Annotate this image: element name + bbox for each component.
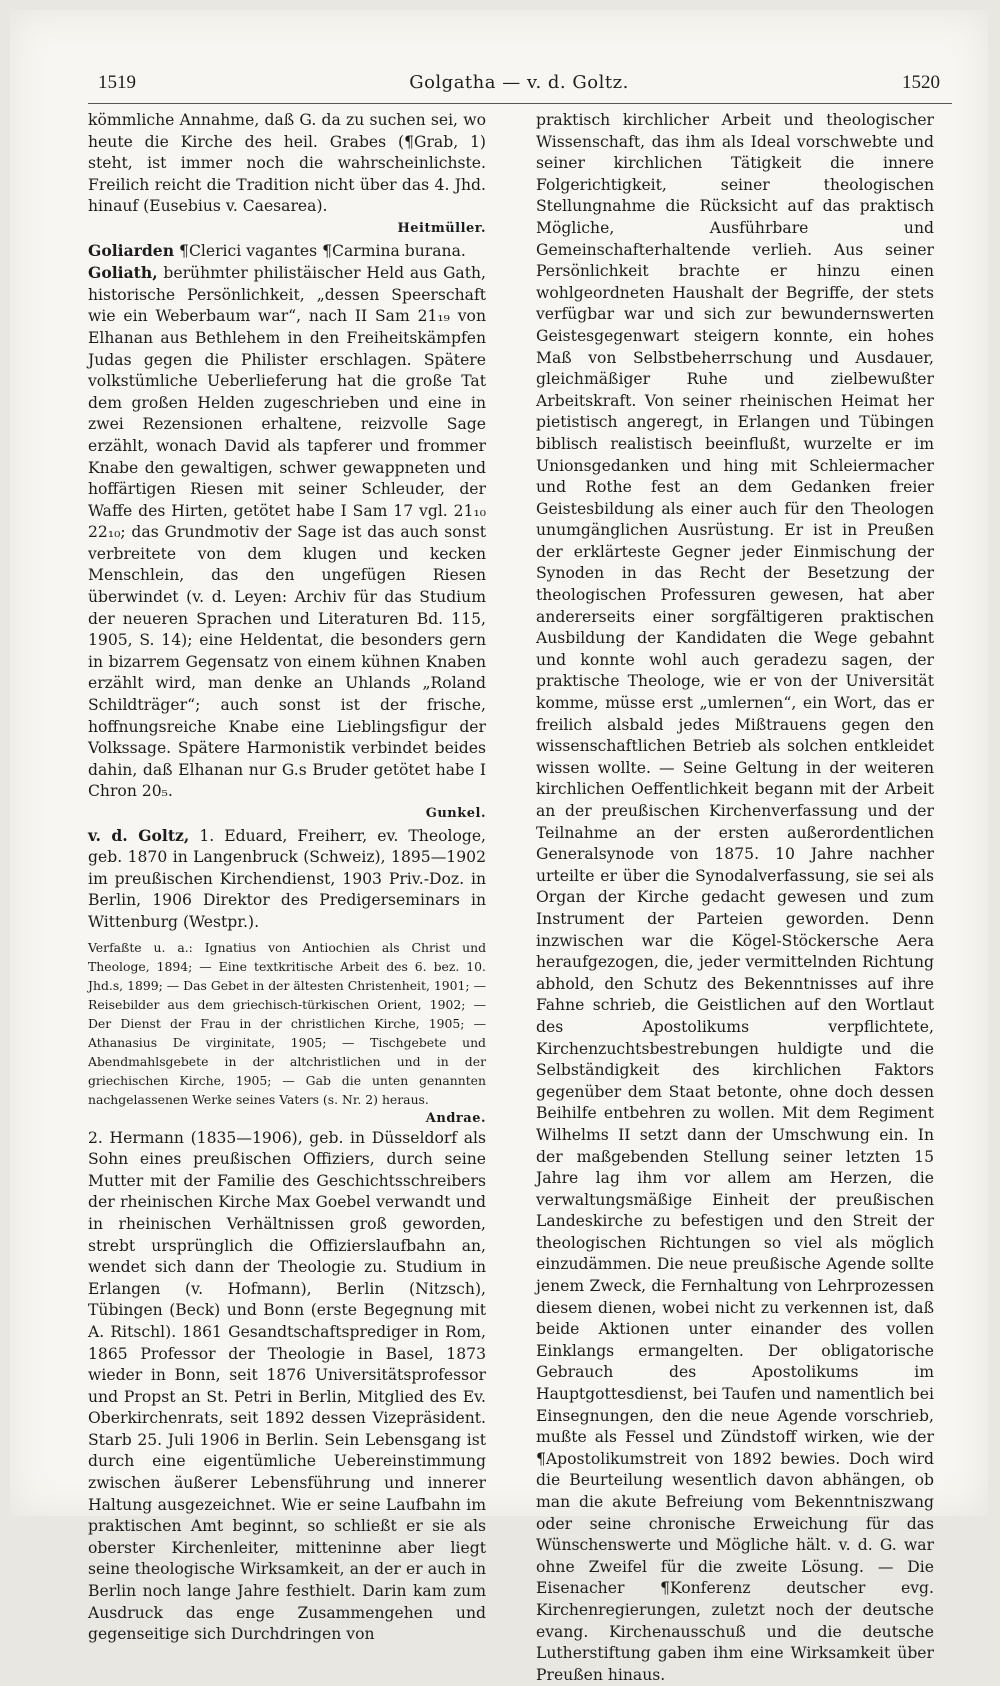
- running-title: Golgatha — v. d. Goltz.: [409, 72, 629, 93]
- left-column: [88, 110, 486, 1646]
- page-number-left: 1519: [98, 72, 136, 93]
- lemma-goltz: v. d. Goltz,: [88, 825, 190, 845]
- hermann-text: 2. Hermann (1835—1906), geb. in Düsseldorf als Sohn eines preußischen Offiziers, durch seine Mutter mit der Familie des Geschichtsschreibers der rheinischen Kirche Max Goebel verwandt und in rheinischen Verhältnissen groß geworden, strebt ursprünglich die Offizierslaufbahn an, wendet sich dann der Theologie zu. Studium in Erlangen (v. Hofmann), Berlin (Nitzsch), Tübingen (Beck) und Bonn (erste Begegnung mit A. Ritschl). 1861 Gesandtschaftsprediger in Rom, 1865 Professor der Theologie in Basel, 1873 wieder in Bonn, seit 1876 Universitätsprofessor und Propst an St. Petri in Berlin, Mitglied des Ev. Oberkirchenrats, seit 1892 dessen Vizepräsident. Starb 25. Juli 1906 in Berlin. Sein Lebensgang ist durch eine eigentümliche Uebereinstimmung zwischen äußerer Lebensführung und innerer Haltung ausgezeichnet. Wie er seine Laufbahn im praktischen Amt beginnt, so schließt er sie als oberster Kirchenleiter, mitteninne aber liegt seine theologische Wirksamkeit, an der er auch in Berlin noch lange Jahre festhielt. Darin kam zum Ausdruck das enge Zusammengehen und gegenseitige sich Durchdringen von: [88, 1128, 486, 1644]
- golgatha-text: kömmliche Annahme, daß G. da zu suchen sei, wo heute die Kirche des heil. Grabes (¶Grab, 1) steht, ist immer noch die wahrscheinlichste. Freilich reicht die Tradition nicht über das 4. Jhd. hinauf (Eusebius v. Caesarea).: [88, 111, 486, 216]
- entry-goliath: [88, 262, 486, 824]
- page-number-right: 1520: [902, 72, 940, 93]
- author-signature: Gunkel.: [425, 806, 486, 821]
- goliarden-text: ¶Clerici vagantes ¶Carmina burana.: [174, 241, 466, 260]
- goliath-text: berühmter philistäischer Held aus Gath, historische Persönlichkeit, „dessen Speerschaft wie ein Weberbaum war“, nach II Sam 21₁₉ von Elhanan aus Bethlehem in den Freiheitskämpfen Judas gegen die Philister erschlagen. Spätere volkstümliche Ueberlieferung hat die große Tat dem großen Helden zugeschrieben und eine in zwei Rezensionen erhaltene, reizvolle Sage erzählt, wonach David als tapferer und frommer Knabe den gewaltigen, schwer gewappneten und hoffärtigen Riesen mit seiner Schleuder, der Waffe des Hirten, getötet habe I Sam 17 vgl. 21₁₀ 22₁₀; das Grundmotiv der Sage ist das auch sonst verbreitete von dem klugen und kecken Menschlein, das den ungefügen Riesen überwindet (v. d. Leyen: Archiv für das Studium der neueren Sprachen und Literaturen Bd. 115, 1905, S. 14); eine Heldentat, die besonders gern in bizarrem Gegensatz von einem kühnen Knaben erzählt wird, man denke an Uhlands „Roland Schildträger“; auch sonst ist der frische, hoffnungsreiche Knabe eine Lieblingsfigur der Volkssage. Spätere Harmonistik verbindet beides dahin, daß Elhanan nur G.s Bruder getötet habe I Chron 20₅.: [88, 264, 486, 801]
- entry-hermann: [88, 1128, 486, 1646]
- right-column: [536, 110, 934, 1686]
- golgatha-continuation: [88, 110, 486, 240]
- entry-goliarden: [88, 240, 486, 263]
- lemma-goliarden: Goliarden: [88, 240, 175, 260]
- goltz-works: [88, 938, 486, 1128]
- goltz-works-text: Verfaßte u. a.: Ignatius von Antiochien als Christ und Theologe, 1894; — Eine textkritische Arbeit des 6. bez. 10. Jhd.s, 1899; — Das Gebet in der ältesten Christenheit, 1901; — Reisebilder aus dem griechisch-türkischen Orient, 1902; — Der Dienst der Frau in der christlichen Kirche, 1905; — Athanasius De virginitate, 1905; — Tischgebete und Abendmahlsgebete in der altchristlichen und in der griechischen Kirche, 1905; — Gab die unten genannten nachgelassenen Werke seines Vaters (s. Nr. 2) heraus.: [88, 939, 486, 1107]
- author-signature: Heitmüller.: [397, 220, 486, 236]
- hermann-continuation-text: praktisch kirchlicher Arbeit und theologischer Wissenschaft, das ihm als Ideal vorschwebte und seiner kirchlichen Tätigkeit die innere Folgerichtigkeit, seiner theologischen Stellungnahme die Rücksicht auf das praktisch Mögliche, Ausführbare und Gemeinschafterhaltende verlieh. Aus seiner Persönlichkeit brachte er hinzu einen wohlgeordneten Haushalt der Begriffe, der stets verfügbar war und sich zur bewundernswerten Geistesgegenwart steigern konnte, ein hohes Maß von Selbstbeherrschung und Ausdauer, gleichmäßiger Ruhe und zielbewußter Arbeitskraft. Von seiner rheinischen Heimat her pietistisch angeregt, in Erlangen und Tübingen biblisch realistisch beeinflußt, wurzelte er im Unionsgedanken und hing mit Schleiermacher und Rothe fest an dem Gedanken freier Geistesbildung als einer auch für den Theologen unumgänglichen Ausrüstung. Er ist in Preußen der erklärteste Gegner jeder Einmischung der Synoden in das Recht der Besetzung der theologischen Professuren gewesen, hat aber andererseits einer sorgfältigeren praktischen Ausbildung der Kandidaten die Wege gebahnt und konnte wohl auch geradezu sagen, der praktische Theologe, wie er von der Universität komme, müsse erst „umlernen“, ein Wort, das er freilich alsbald jedes Mißtrauens gegen den wissenschaftlichen Betrieb als solchen entkleidet wissen wollte. — Seine Geltung in der weiteren kirchlichen Oeffentlichkeit begann mit der Arbeit an der preußischen Kirchenverfassung und der Teilnahme an der ersten außerordentlichen Generalsynode von 1875. 10 Jahre nachher urteilte er über die Synodalverfassung, sie sei als Organ der Kirche gedacht gewesen und zum Instrument der Parteien geworden. Denn inzwischen war die Kögel-Stöckersche Aera heraufgezogen, die, jeder vermittelnden Richtung abhold, den Schutz des Bekenntnisses auf ihre Fahne schrieb, die Geistlichen auf den Wortlaut des Apostolikums verpflichtete, Kirchenzuchtsbestrebungen huldigte und die Selbständigkeit des kirchlichen Faktors gegenüber dem Staat betonte, ohne doch dessen Beihilfe entbehren zu wollen. Mit dem Regiment Wilhelms II setzt dann der Umschwung ein. In der maßgebenden Stellung seiner letzten 15 Jahre lag ihm vor allem am Herzen, die verwaltungsmäßige Einheit der preußischen Landeskirche zu befestigen und den Streit der theologischen Richtungen so viel als möglich einzudämmen. Die neue preußische Agende sollte jenem Zweck, die Fernhaltung von Lehrprozessen diesem dienen, wobei nicht zu verkennen ist, daß beide Aktionen unter einander des vollen Einklangs ermangelten. Der obligatorische Gebrauch des Apostolikums im Hauptgottesdienst, bei Taufen und namentlich bei Einsegnungen, den die neue Agende vorschrieb, mußte als Fessel und Zündstoff wirken, wie der ¶Apostolikumstreit von 1892 bewies. Doch wird die Beurteilung wesentlich davon abhängen, ob man die akute Befreiung vom Bekenntniszwang oder seine chronische Erweichung für das Wünschenswerte und Mögliche hält. v. d. G. war ohne Zweifel für die zweite Lösung. — Die Eisenacher ¶Konferenz deutscher evg. Kirchenregierungen, zuletzt noch der deutsche evang. Kirchenausschuß und die deutsche Lutherstiftung gaben ihm eine Wirksamkeit über Preußen hinaus.: [536, 111, 934, 1684]
- author-signature: Andrae.: [425, 1110, 486, 1126]
- entry-goltz: [88, 825, 486, 934]
- header-rule: [88, 103, 952, 104]
- hermann-continuation: [536, 110, 934, 1686]
- goltz-text: 1. Eduard, Freiherr, ev. Theologe, geb. 1870 in Langenbruck (Schweiz), 1895—1902 im preußischen Kirchendienst, 1903 Priv.-Doz. in Berlin, 1906 Direktor des Predigerseminars in Wittenburg (Westpr.).: [88, 826, 486, 931]
- page-header: [98, 72, 940, 96]
- lemma-goliath: Goliath,: [88, 263, 158, 283]
